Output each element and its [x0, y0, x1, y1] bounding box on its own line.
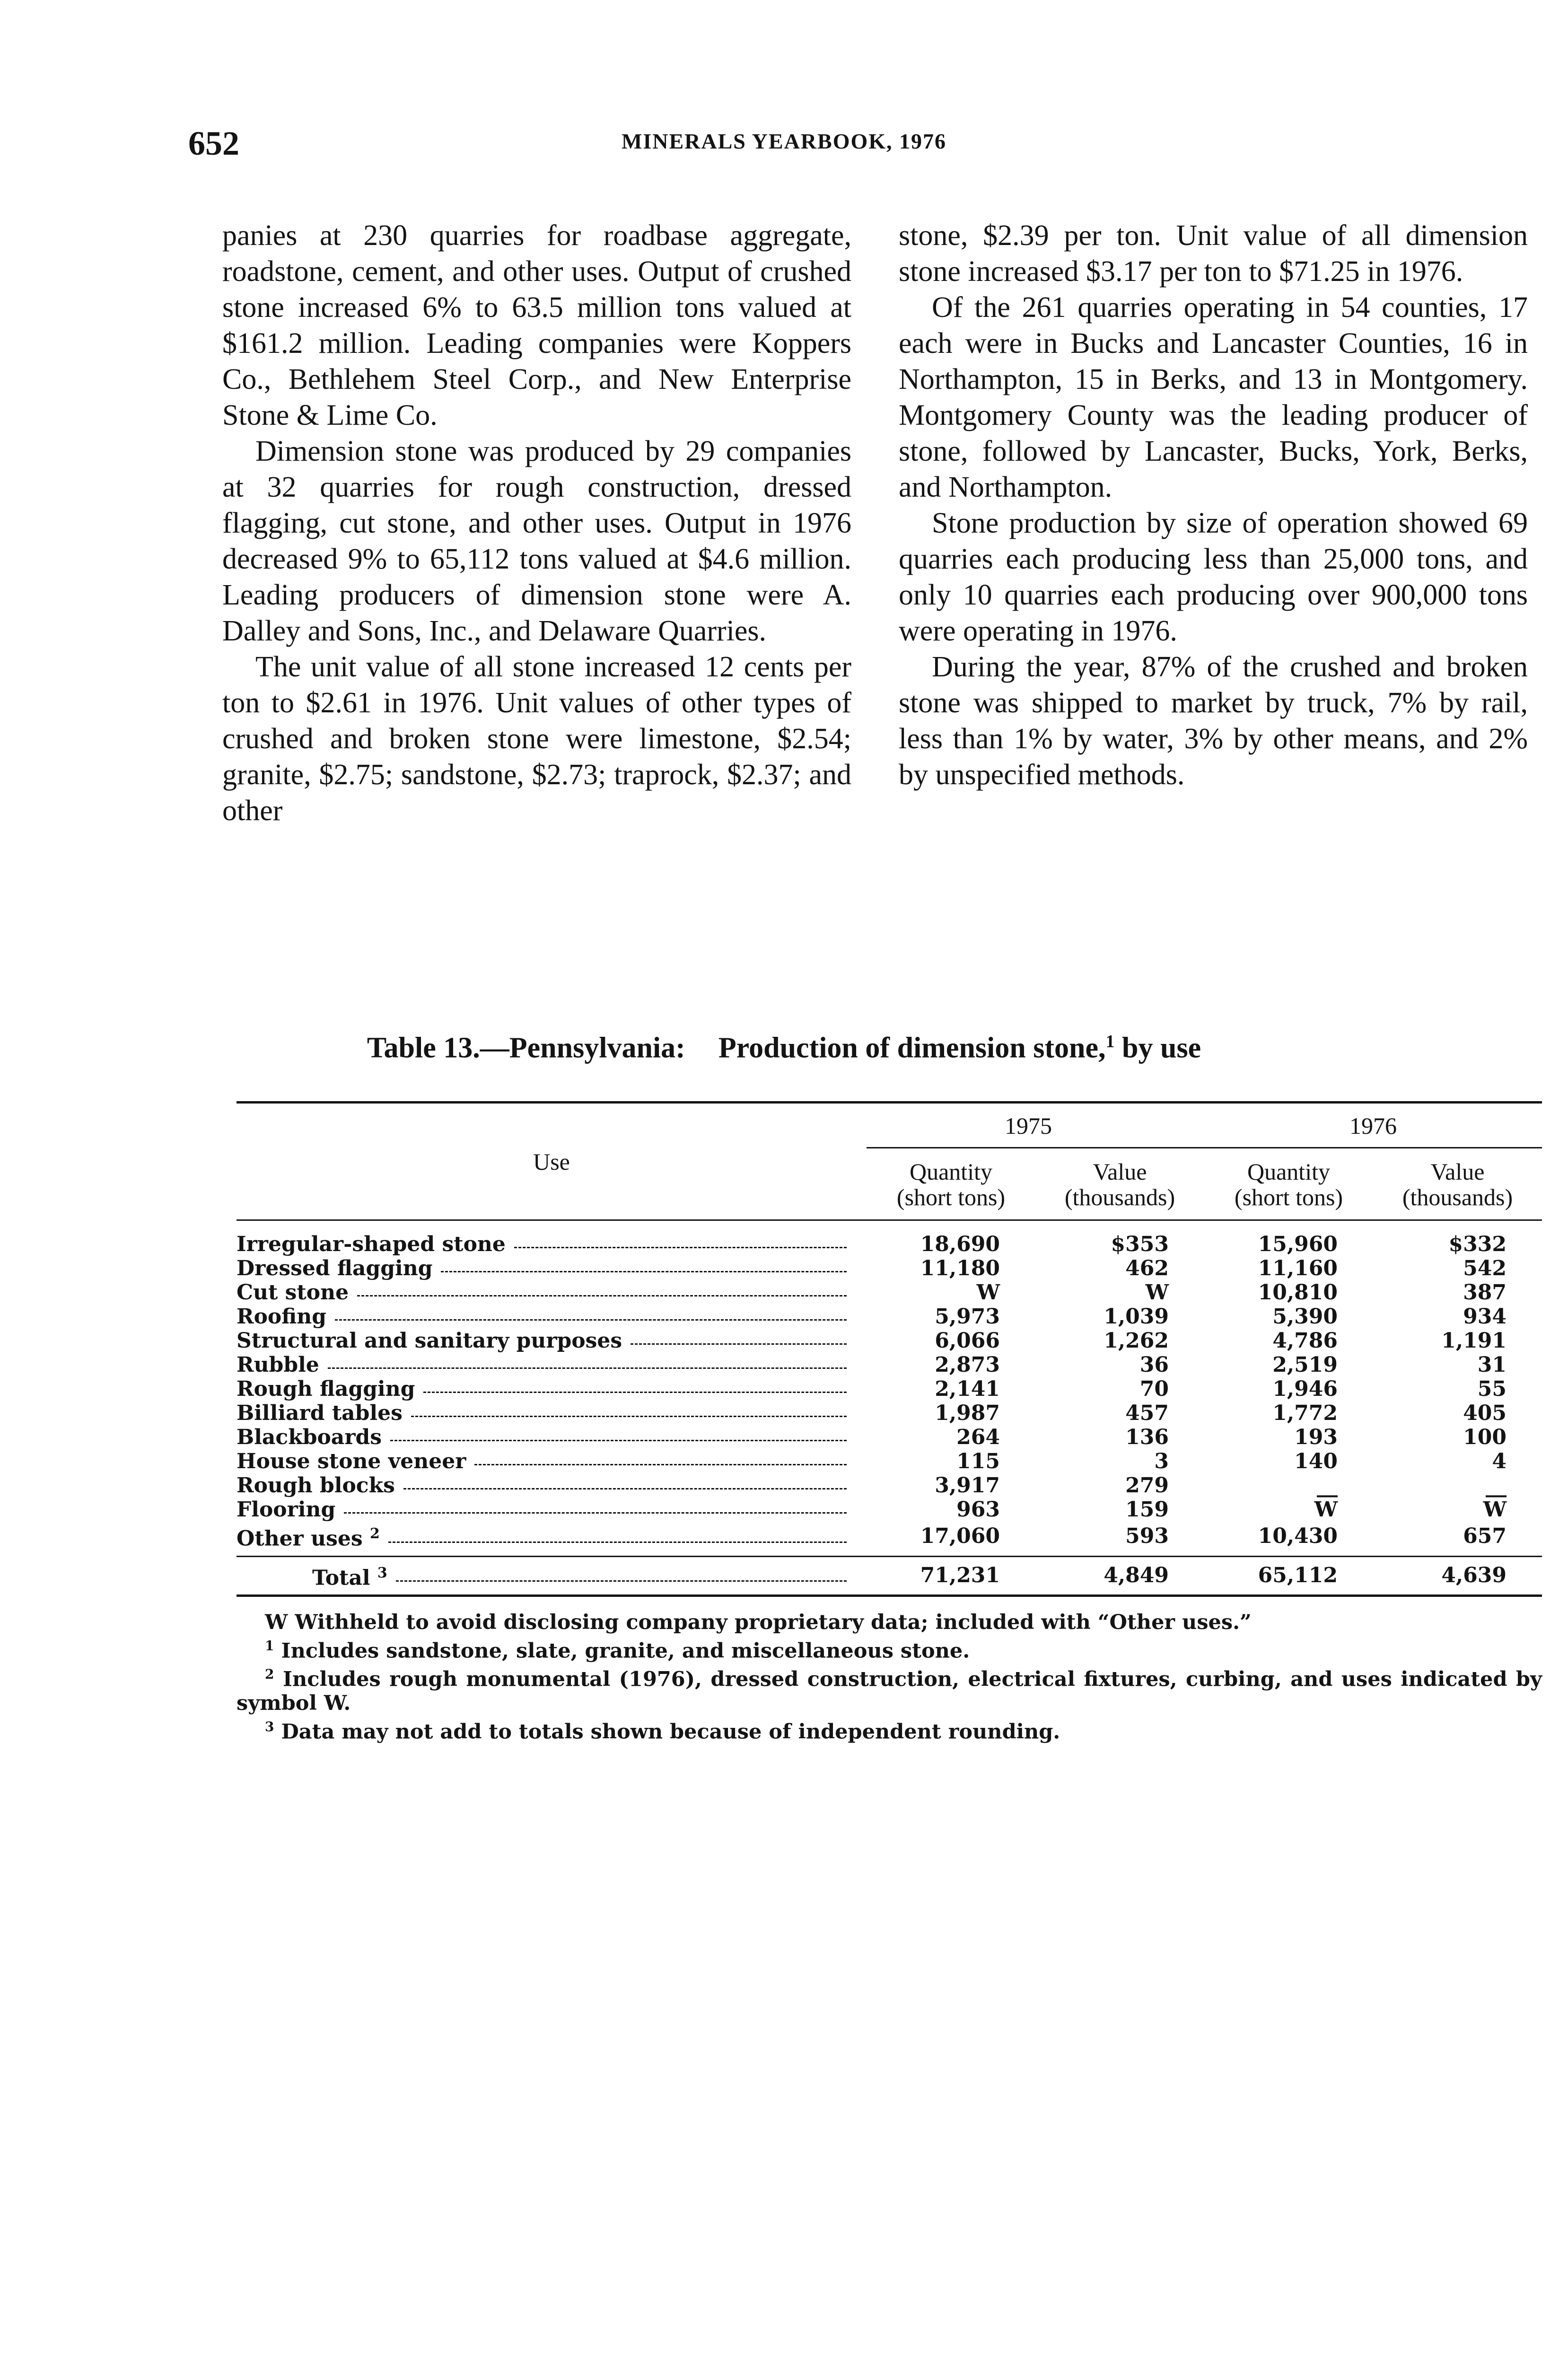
row-label-text: Other uses	[237, 1526, 363, 1551]
quantity-1976-cell: W	[1314, 1498, 1338, 1522]
footnote-mark: 3	[265, 1718, 274, 1734]
row-label: Rough flagging	[237, 1377, 415, 1401]
value-1975-cell: $353	[1111, 1232, 1169, 1256]
footnote-mark: 1	[265, 1638, 274, 1654]
quantity-1975-cell: 2,141	[935, 1377, 1000, 1401]
quantity-1976-cell: 5,390	[1272, 1305, 1338, 1329]
table-row	[237, 1425, 1542, 1449]
year-1975-header: 1975	[867, 1103, 1204, 1148]
table-row	[237, 1305, 1542, 1329]
quantity-1976-cell: 11,160	[1258, 1256, 1338, 1280]
quantity-1976-cell: 10,430	[1258, 1524, 1338, 1549]
row-label-text: Total	[312, 1566, 370, 1590]
quantity-1975-cell: 71,231	[867, 1556, 1035, 1596]
footnote-1	[237, 1634, 1542, 1663]
quantity-1975-cell: 115	[956, 1449, 1000, 1473]
quantity-1976-cell: 10,810	[1258, 1280, 1338, 1305]
value-1975-cell: 457	[1125, 1401, 1169, 1425]
value-1976-cell: 405	[1463, 1401, 1507, 1425]
quantity-1976-cell: 4,786	[1272, 1329, 1338, 1353]
table-row	[237, 1377, 1542, 1401]
table-row-other-uses	[237, 1522, 1542, 1556]
paragraph: panies at 230 quarries for roadbase aggregate, roadstone, cement, and other uses. Output of crushed stone increased 6% to 63.5 million tons valued at $161.2 million. Leading companies were Koppers Co., Bethlehem Steel Corp., and New Enterprise Stone & Lime Co.	[222, 219, 851, 431]
value-1975-cell: 3	[1154, 1449, 1169, 1473]
footnote-3	[237, 1715, 1542, 1743]
value-1976-cell: 55	[1477, 1377, 1507, 1401]
quantity-1975-cell: 264	[956, 1425, 1000, 1449]
row-label: Structural and sanitary purposes	[237, 1329, 622, 1353]
body-column-left	[222, 218, 851, 829]
value-1975-header	[1035, 1148, 1204, 1220]
value-1975-cell: 593	[1125, 1524, 1169, 1549]
table-title-suffix: by use	[1114, 1032, 1201, 1064]
use-column-header: Use	[237, 1103, 867, 1220]
value-1975-cell: 1,262	[1104, 1329, 1169, 1353]
running-head: MINERALS YEARBOOK, 1976	[621, 129, 947, 153]
table-row	[237, 1473, 1542, 1498]
quantity-1976-cell: 1,946	[1272, 1377, 1338, 1401]
value-1975-cell: 159	[1125, 1498, 1169, 1522]
quantity-1976-cell: 140	[1294, 1449, 1338, 1473]
value-1976-cell: 31	[1477, 1353, 1507, 1377]
value-1976-cell: 4	[1492, 1449, 1507, 1473]
value-1975-cell: 36	[1139, 1353, 1169, 1377]
table-row	[237, 1401, 1542, 1425]
footnote-mark: 2	[265, 1666, 274, 1682]
table-row	[237, 1220, 1542, 1257]
row-label: Flooring	[237, 1498, 336, 1522]
value-1976-cell: W	[1483, 1498, 1507, 1522]
footnote-mark: 2	[370, 1525, 380, 1542]
table-title-main: Production of dimension stone,	[718, 1032, 1106, 1064]
paragraph: Of the 261 quarries operating in 54 counties, 17 each were in Bucks and Lancaster Counties, 16 in Northampton, 15 in Berks, and 13 in Montgomery. Montgomery County was the leading producer of stone, followed by Lancaster, Bucks, York, Berks, and Northampton.	[899, 291, 1528, 503]
quantity-1976-cell: 1,772	[1272, 1401, 1338, 1425]
paragraph: Stone production by size of operation showed 69 quarries each producing less than 25,000 tons, and only 10 quarries each producing over 900,000 tons were operating in 1976.	[899, 507, 1528, 647]
quantity-1976-cell: __	[1317, 1473, 1338, 1498]
quantity-1975-cell: 6,066	[935, 1329, 1000, 1353]
table-title	[0, 1031, 1568, 1065]
value-1976-cell: __	[1486, 1473, 1507, 1498]
footnote-text: Includes rough monumental (1976), dressed construction, electrical fixtures, curbing, and uses indicated by symbol W.	[237, 1667, 1542, 1715]
row-label: Cut stone	[237, 1280, 349, 1305]
paragraph: The unit value of all stone increased 12 cents per ton to $2.61 in 1976. Unit values of other types of crushed and broken stone were limestone, $2.54; granite, $2.75; sandstone, $2.73; traprock, $2.37; and other	[222, 651, 851, 827]
value-1976-cell: 657	[1463, 1524, 1507, 1549]
row-label: Rubble	[237, 1353, 319, 1377]
page-number: 652	[188, 124, 239, 162]
quantity-1975-cell: 1,987	[935, 1401, 1000, 1425]
quantity-1976-cell: 15,960	[1258, 1232, 1338, 1256]
year-1976-header: 1976	[1204, 1103, 1542, 1148]
quantity-1975-cell: 17,060	[920, 1524, 1000, 1549]
table-row	[237, 1256, 1542, 1280]
quantity-header-text: Quantity (short tons)	[896, 1158, 1006, 1210]
row-label: Rough blocks	[237, 1473, 395, 1498]
quantity-header-text: Quantity (short tons)	[1234, 1158, 1343, 1210]
value-1976-cell: 1,191	[1441, 1329, 1507, 1353]
quantity-1975-cell: 963	[956, 1498, 1000, 1522]
value-1976-cell: $332	[1448, 1232, 1507, 1256]
footnote-2	[237, 1663, 1542, 1715]
row-label	[237, 1522, 380, 1551]
footnote-w: W Withheld to avoid disclosing company proprietary data; included with “Other uses.”	[265, 1611, 1252, 1634]
value-1976-cell: 542	[1463, 1256, 1507, 1280]
quantity-1975-cell: 11,180	[920, 1256, 1000, 1280]
value-header-text: Value (thousands)	[1064, 1158, 1175, 1210]
value-1976-header	[1373, 1148, 1542, 1220]
row-label: Blackboards	[237, 1425, 382, 1449]
row-label: House stone veneer	[237, 1449, 466, 1473]
value-1976-cell: 934	[1463, 1305, 1507, 1329]
body-column-right	[899, 218, 1528, 793]
value-1976-cell: 4,639	[1373, 1556, 1542, 1596]
row-label: Dressed flagging	[237, 1256, 433, 1280]
paragraph: Dimension stone was produced by 29 companies at 32 quarries for rough construction, dressed flagging, cut stone, and other uses. Output in 1976 decreased 9% to 65,112 tons valued at $4.6 million. Leading producers of dimension stone were A. Dalley and Sons, Inc., and Delaware Quarries.	[222, 435, 851, 647]
value-1975-cell: 136	[1125, 1425, 1169, 1449]
value-1976-cell: 387	[1463, 1280, 1507, 1305]
table-row	[237, 1353, 1542, 1377]
production-table	[237, 1101, 1542, 1597]
quantity-1976-header	[1204, 1148, 1373, 1220]
footnote-text: Includes sandstone, slate, granite, and miscellaneous stone.	[281, 1639, 970, 1663]
quantity-1975-cell: 2,873	[935, 1353, 1000, 1377]
footnote-mark: 1	[1105, 1032, 1115, 1051]
value-1975-cell: 1,039	[1104, 1305, 1169, 1329]
value-1976-cell: 100	[1463, 1425, 1507, 1449]
value-1975-cell: W	[1145, 1280, 1169, 1305]
quantity-1976-cell: 2,519	[1272, 1353, 1338, 1377]
quantity-1976-cell: 193	[1294, 1425, 1338, 1449]
quantity-1975-cell: 3,917	[935, 1473, 1000, 1498]
value-1975-cell: 4,849	[1035, 1556, 1204, 1596]
row-label	[237, 1561, 387, 1590]
quantity-1975-header	[867, 1148, 1035, 1220]
value-1975-cell: 70	[1139, 1377, 1169, 1401]
quantity-1976-cell: 65,112	[1204, 1556, 1373, 1596]
table-row	[237, 1280, 1542, 1305]
row-label: Billiard tables	[237, 1401, 403, 1425]
paragraph: stone, $2.39 per ton. Unit value of all dimension stone increased $3.17 per ton to $71.25 in 1976.	[899, 219, 1528, 288]
paragraph: During the year, 87% of the crushed and broken stone was shipped to market by truck, 7% by rail, less than 1% by water, 3% by other means, and 2% by unspecified methods.	[899, 651, 1528, 791]
quantity-1975-cell: 18,690	[920, 1232, 1000, 1256]
table-row	[237, 1329, 1542, 1353]
value-1975-cell: 279	[1125, 1473, 1169, 1498]
table-title-prefix: Table 13.—Pennsylvania:	[367, 1032, 685, 1064]
quantity-1975-cell: 5,973	[935, 1305, 1000, 1329]
row-label: Roofing	[237, 1305, 327, 1329]
table-row	[237, 1498, 1542, 1522]
row-label: Irregular-shaped stone	[237, 1232, 506, 1256]
table-row	[237, 1449, 1542, 1473]
footnote-mark: 3	[377, 1564, 387, 1581]
quantity-1975-cell: W	[976, 1280, 1000, 1305]
table-row-total	[237, 1556, 1542, 1596]
footnote-text: Data may not add to totals shown because of independent rounding.	[281, 1719, 1060, 1743]
value-header-text: Value (thousands)	[1402, 1158, 1513, 1210]
value-1975-cell: 462	[1125, 1256, 1169, 1280]
table-footnotes	[237, 1611, 1542, 1743]
